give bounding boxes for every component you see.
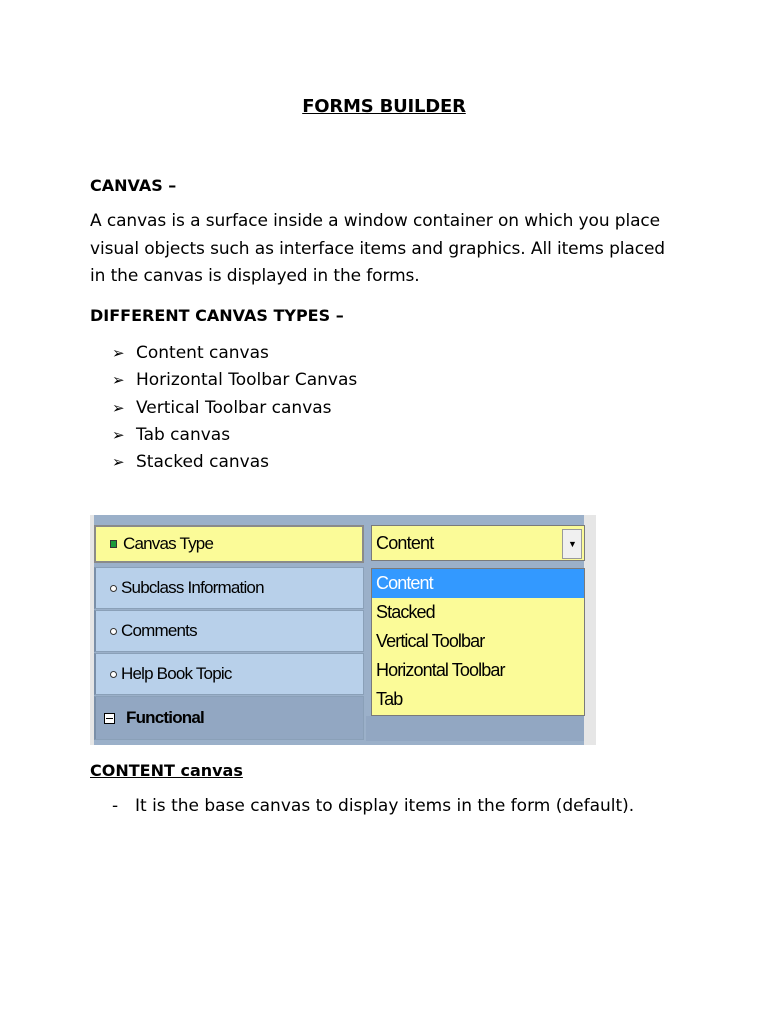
property-label: Canvas Type [123,534,214,553]
collapse-icon[interactable] [104,713,115,724]
list-item-label: Tab canvas [136,425,231,446]
list-item-label: Horizontal Toolbar Canvas [136,370,358,391]
property-help-book-topic[interactable] [94,653,364,695]
canvas-types-heading [90,306,344,325]
property-comments[interactable] [94,610,364,652]
property-canvas-type[interactable] [94,525,364,563]
dropdown-option-stacked[interactable]: Stacked [376,602,435,622]
list-item [112,449,357,476]
property-label: Subclass Information [121,578,264,597]
list-item-label: It is the base canvas to display items in the form (default). [135,796,635,816]
content-canvas-heading: CONTENT canvas [90,761,243,780]
canvas-paragraph: A canvas is a surface inside a window container on which you place visual objects such as interface items and graphics. All items placed in the canvas is displayed in the forms. [90,211,665,286]
canvas-type-select-value: Content [376,532,434,553]
list-item [112,796,634,816]
property-names-column [94,515,366,745]
canvas-type-dropdown [371,568,585,716]
dropdown-option-horizontal-toolbar[interactable]: Horizontal Toolbar [376,660,505,680]
dropdown-option-tab[interactable]: Tab [376,689,403,709]
property-label: Comments [121,621,197,640]
property-label: Help Book Topic [121,664,232,683]
arrow-bullet-icon: ➢ [112,453,125,472]
property-group-label: Functional [126,708,204,727]
property-palette [94,515,584,745]
canvas-types-heading-text: DIFFERENT CANVAS TYPES – [90,306,344,325]
chevron-down-icon[interactable]: ▼ [562,529,582,559]
arrow-bullet-icon: ➢ [112,426,125,445]
list-item [112,422,357,449]
list-item [112,395,357,422]
property-palette-screenshot [90,515,596,745]
canvas-types-list [112,340,357,476]
arrow-bullet-icon: ➢ [112,371,125,390]
dash-bullet: - [112,796,119,816]
property-value-empty-cell [366,716,584,741]
canvas-type-select[interactable] [371,525,585,561]
property-bullet-icon [110,628,117,635]
property-subclass-information[interactable] [94,567,364,609]
canvas-heading: CANVAS – [90,176,177,195]
list-item-label: Stacked canvas [136,452,269,473]
property-modified-icon [110,540,117,548]
arrow-bullet-icon: ➢ [112,344,125,363]
arrow-bullet-icon: ➢ [112,398,125,417]
property-bullet-icon [110,671,117,678]
dropdown-option-vertical-toolbar[interactable]: Vertical Toolbar [376,631,485,651]
page-title: FORMS BUILDER [302,96,466,117]
list-item [112,367,357,394]
list-item-label: Vertical Toolbar canvas [136,397,332,418]
property-bullet-icon [110,585,117,592]
list-item-label: Content canvas [136,343,269,364]
dropdown-option-content[interactable]: Content [372,569,584,598]
property-group-functional[interactable] [94,696,364,740]
list-item [112,340,357,367]
